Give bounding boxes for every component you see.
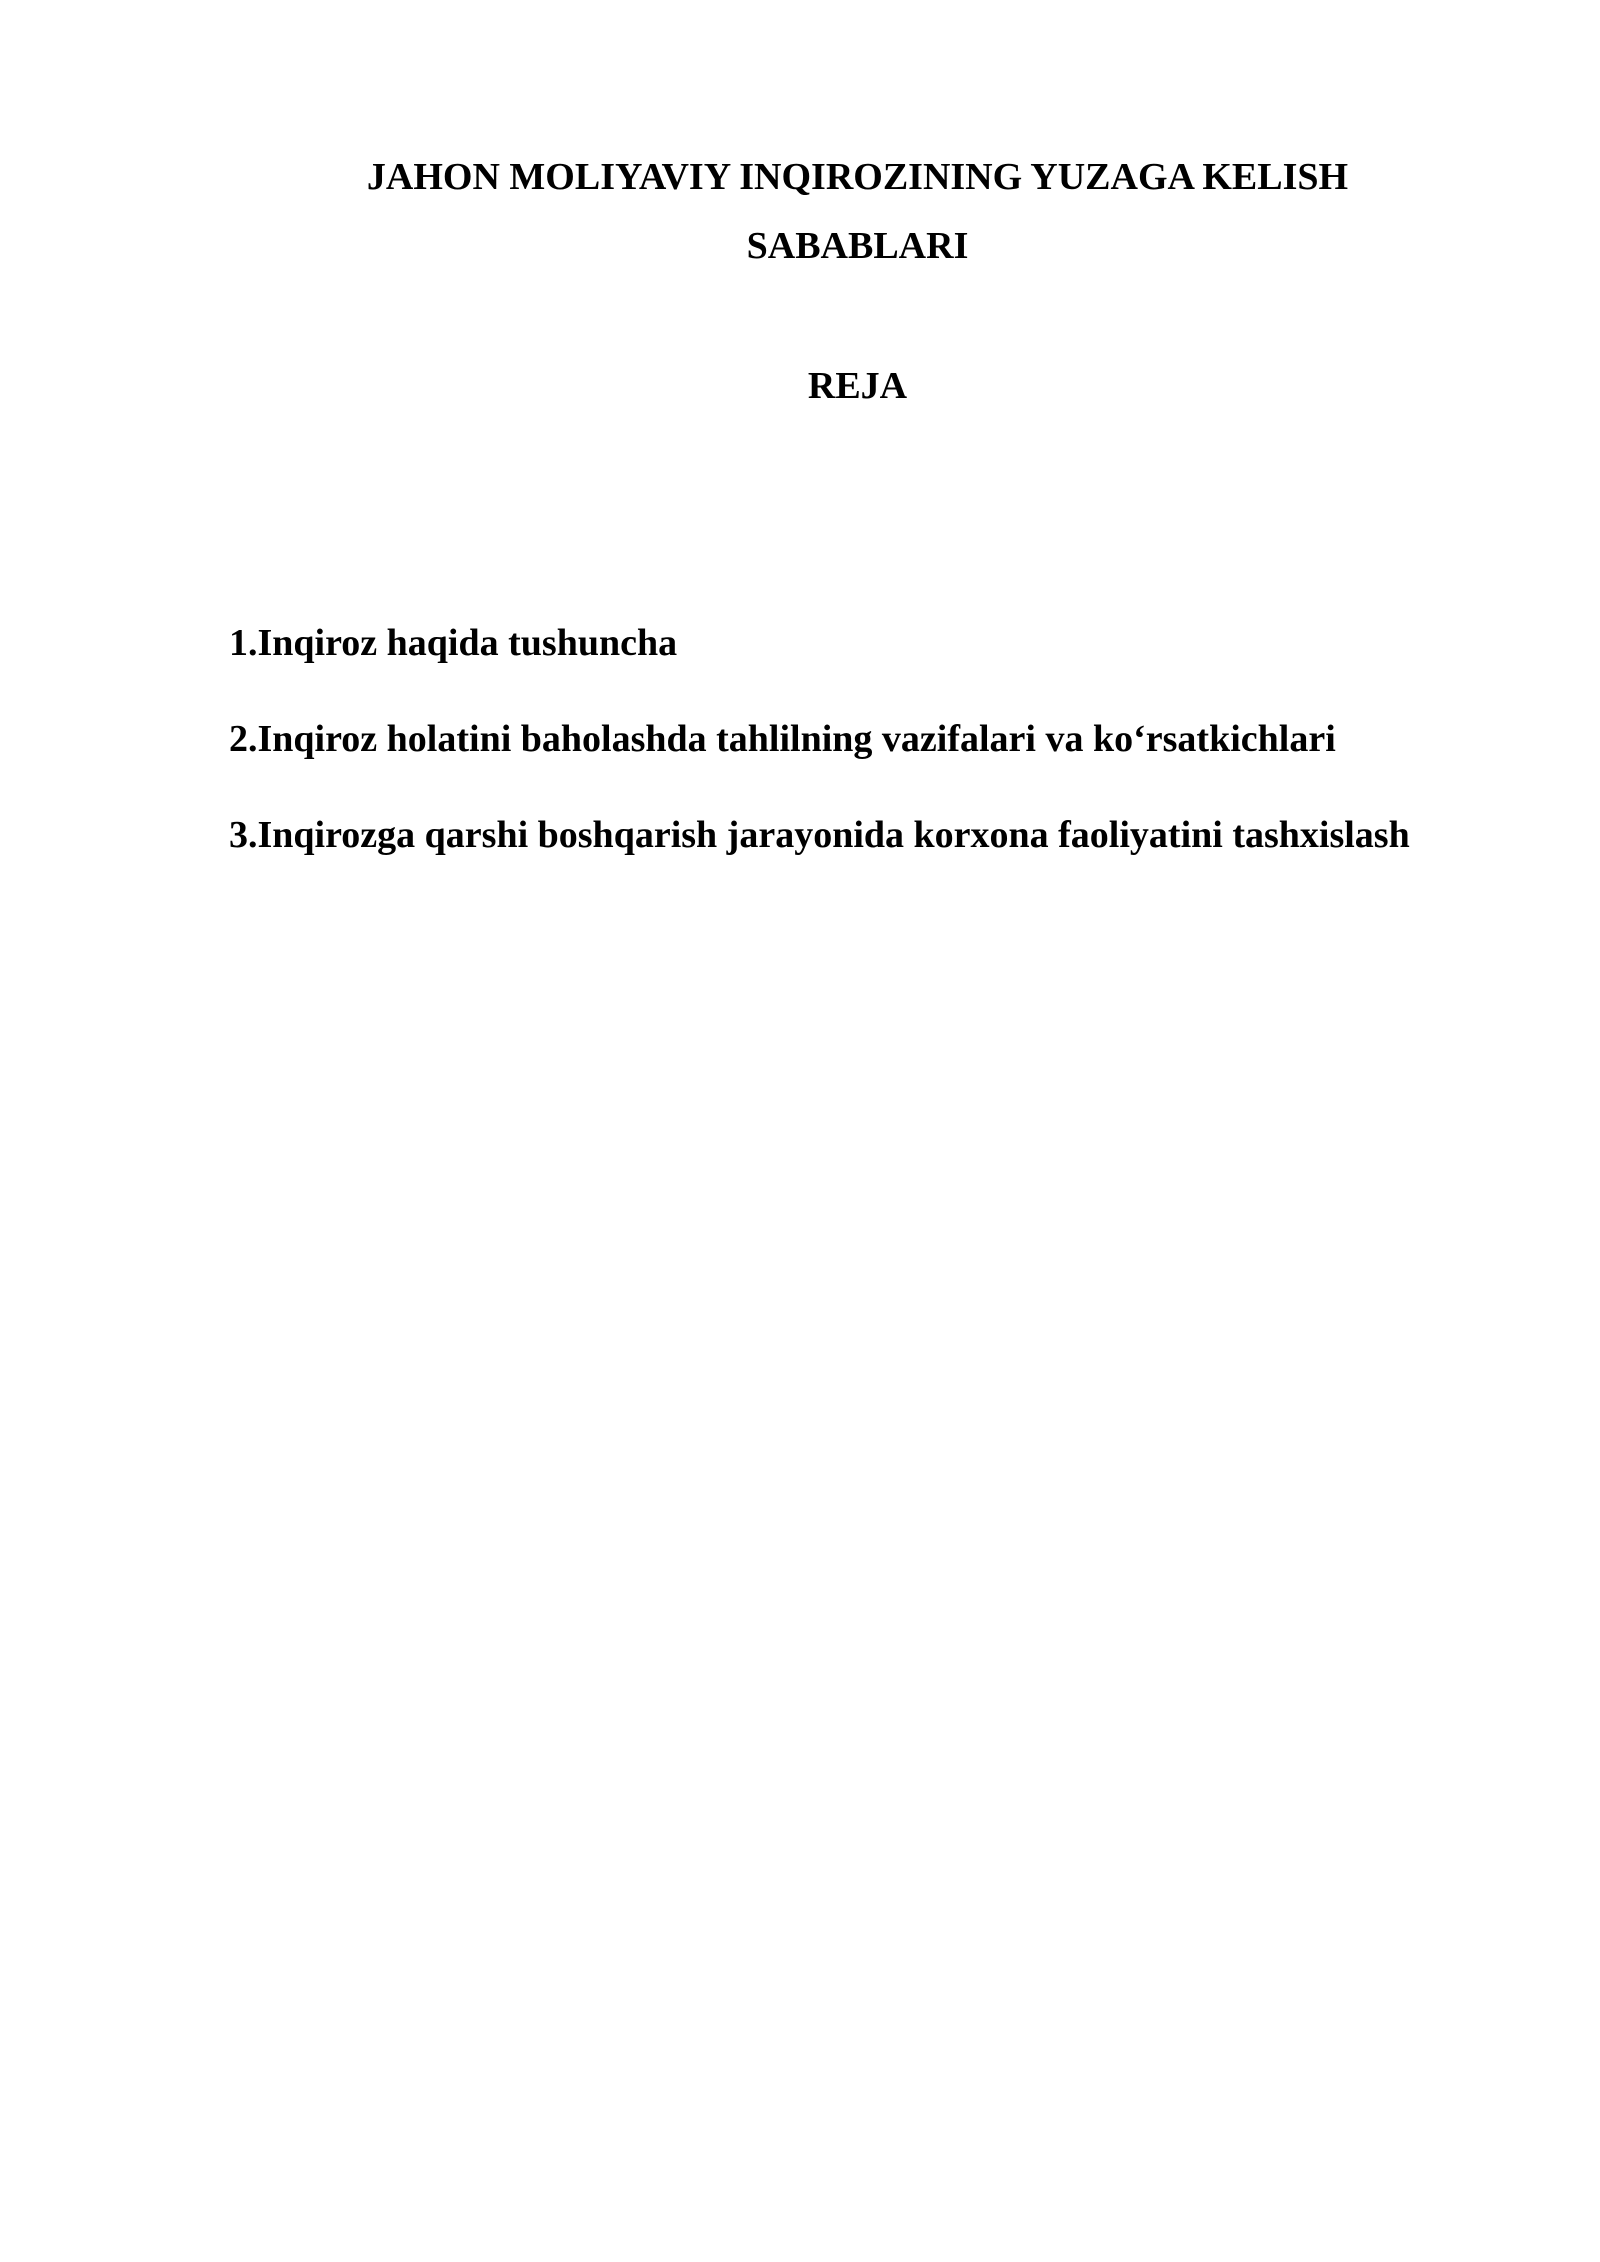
plan-item-1: 1.Inqiroz haqida tushuncha — [229, 622, 678, 664]
document-title-line-2: SABABLARI — [746, 225, 969, 267]
plan-item-3: 3.Inqirozga qarshi boshqarish jarayonida korxona faoliyatini tashxislash — [229, 814, 1410, 856]
plan-heading: REJA — [807, 365, 908, 407]
plan-list — [229, 619, 1410, 907]
document-title-line-1: JAHON MOLIYAVIY INQIROZINING YUZAGA KELISH — [366, 156, 1349, 198]
plan-item-2: 2.Inqiroz holatini baholashda tahlilning vazifalari va ko‘rsatkichlari — [229, 718, 1336, 760]
